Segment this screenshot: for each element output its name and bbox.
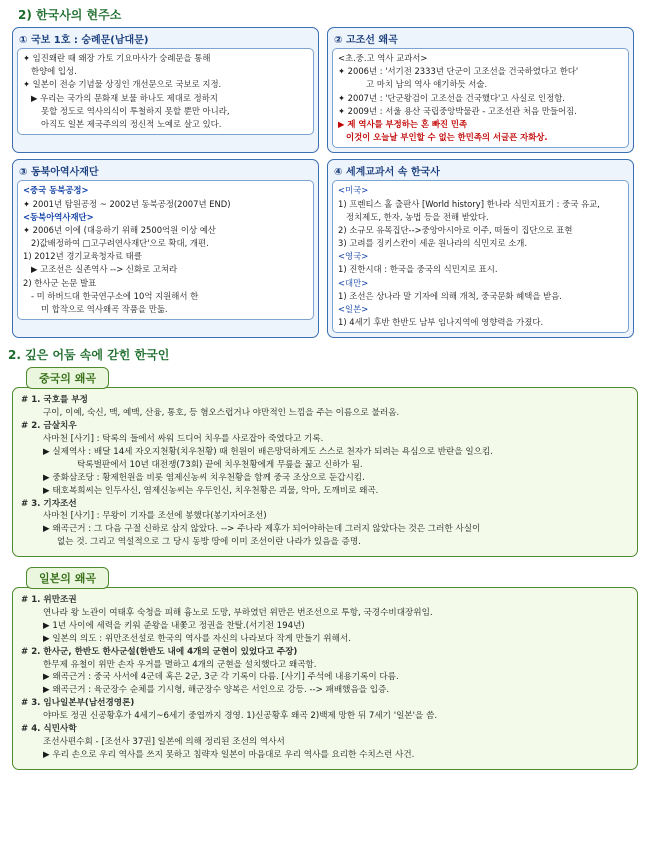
card-line: ✦ 2006년 : '서기전 2333년 단군이 고조선을 건국하였다고 한다' (338, 66, 579, 77)
card-line: 한양에 입성. (31, 66, 77, 77)
card-northeast-asian-history-foundation (12, 159, 319, 338)
card-line: <미국> (338, 185, 369, 196)
block-line: 구이, 이예, 숙신, 맥, 예맥, 산융, 통호, 등 혐오스럽거나 야만적인 느낌을 주는 이름으로 불러옴. (43, 408, 400, 419)
card-title: ① 국보 1호 : 숭례문(남대문) (19, 35, 149, 46)
card-body (332, 48, 629, 148)
card-line: 아직도 일본 제국주의의 정신적 노예로 살고 있다. (41, 118, 222, 129)
block-body (12, 387, 638, 557)
card-line: ▶ 우리는 국가의 문화재 보물 하나도 제대로 정하지 (31, 92, 218, 103)
block-line: # 2. 한사군, 한반도 한사군설(한반도 내에 4개의 군현이 있었다고 주장) (21, 646, 298, 657)
block-china-distortion (12, 367, 638, 557)
card-line: 3) 고려를 징키스칸이 세운 원나라의 식민지로 소개. (338, 238, 528, 249)
card-line: <초.중.고 역사 교과서> (338, 53, 428, 63)
card-line: 1) 2012년 경기교육청자료 태클 (23, 251, 142, 262)
card-line: ✦ 2007년 : '단군왕검이 고조선을 건국했다'고 사실로 인정함. (338, 92, 565, 103)
block-body (12, 587, 638, 770)
card-line: 정치제도, 한자, 농법 등을 전해 받았다. (346, 211, 489, 222)
card-line: 못할 정도로 역사의식이 투철하지 못할 뿐만 아니라, (41, 105, 230, 116)
card-line: <중국 동북공정> (23, 185, 89, 196)
card-body (17, 180, 314, 320)
card-line: ✦ 2006년 이에 (대응하기 위해 2500억원 이상 예산 (23, 224, 216, 235)
card-national-treasure (12, 27, 319, 153)
card-line: - 미 하버드대 한국연구소에 10억 지원해서 한 (31, 290, 199, 301)
block-line: 한무제 유철이 위만 손자 우거를 멸하고 4개의 군현을 설치했다고 왜곡함. (43, 659, 317, 670)
card-title: ③ 동북아역사재단 (19, 167, 99, 179)
card-title: ② 고조선 왜곡 (334, 35, 398, 46)
document-page (0, 6, 650, 841)
block-line: ▶ 왜곡근거 : 중국 사서에 4군데 혹은 2군, 3군 각 기록이 다름. [사기] 주석에 내용기록이 다름. (43, 672, 399, 683)
card-line: <대만> (338, 277, 369, 288)
card-line: ✦ 임진왜란 때 왜장 가토 기요마사가 숭례문을 통해 (23, 53, 211, 63)
card-line: 2) 소규모 유목집단-->중앙아시아로 이주, 떠돌이 집단으로 표현 (338, 224, 573, 235)
card-line: 1) 조선은 상나라 말 기자에 의해 개척, 중국문화 혜택을 받음. (338, 290, 562, 301)
block-line: 연나라 왕 노관이 여태후 숙청을 피해 흉노로 도망, 부하였던 위만은 번조선으로 투항, 국경수비대장위임. (43, 607, 433, 618)
block-line: 조선사편수회 - [조선사 37권] 일본에 의해 정리된 조선의 역사서 (43, 736, 285, 747)
card-line: <일본> (338, 304, 369, 314)
block-line: ▶ 실제역사 : 배달 14세 자오지천황(치우천황) 때 헌원이 배은망덕하게도 스스로 천자가 되려는 욕심으로 반란을 일으킴. (43, 446, 493, 457)
card-body (17, 48, 314, 135)
card-line: ✦ 2009년 : 서울 용산 국립중앙박물관 - 고조선관 처음 만들어짐. (338, 105, 577, 116)
block-line: ▶ 일본의 의도 : 위만조선설로 한국의 역사를 자신의 나라보다 작게 만들기 위해서. (43, 633, 351, 644)
block-label: 일본의 왜곡 (26, 567, 109, 589)
block-japan-distortion (12, 567, 638, 770)
card-line: 1) 4세기 후반 한반도 남부 임나지역에 영향력을 가졌다. (338, 317, 544, 328)
block-line: 탁록벌판에서 10년 대전쟁(73회) 끝에 치우천황에게 무릎을 꿇고 신하가 됨. (77, 459, 363, 470)
card-line: ✦ 2001년 탐원공정 ~ 2002년 동북공정(2007년 END) (23, 198, 231, 209)
card-line: 미 합작으로 역사왜곡 작품을 만듦. (41, 304, 168, 314)
block-line: # 1. 위만조권 (21, 595, 77, 606)
block-line: ▶ 왜곡근거 : 그 다음 구절 신하로 삼지 않았다. --> 주나라 제후가 되어야하는데 그러지 않았다는 것은 그러한 사실이 (43, 524, 481, 535)
card-line: 이것이 오늘날 부인할 수 없는 한민족의 서글픈 자화상. (346, 132, 548, 143)
block-label: 중국의 왜곡 (26, 367, 109, 389)
block-line: ▶ 중화삼조당 : 황제헌원을 비롯 염제신농씨 치우천황을 함께 중국 조상으로 둔갑시킴. (43, 472, 365, 483)
card-line: ▶ 제 역사를 부정하는 혼 빠진 민족 (338, 118, 468, 129)
card-line: 1) 프렌티스 홀 출판사 [World history] 한나라 식민지표기 : 중국 유교, (338, 198, 600, 209)
block-line: # 2. 금살치우 (21, 421, 77, 432)
block-line: 사마천 [사기] : 무왕이 기자를 조선에 봉했다(봉기자어조선) (43, 511, 267, 522)
card-body (332, 180, 629, 333)
card-line: 2) 한사군 논문 발표 (23, 277, 97, 288)
block-line: 야마토 정권 신공황후가 4세기~6세기 중엽까지 경영. 1)신공황후 왜곡 2)백제 망한 뒤 7세기 '일본'을 씀. (43, 711, 438, 722)
block-line: 없는 것. 그리고 역설적으로 그 당시 동방 땅에 이미 조선이란 나라가 있음을 증명. (57, 537, 361, 548)
block-line: ▶ 왜곡근거 : 육군장수 순체를 기시형, 해군장수 양복은 서인으로 강등. --> 패배했음을 입증. (43, 685, 390, 696)
block-line: ▶ 1년 사이에 세력을 키워 준왕을 내쫓고 정권을 찬탈.(서기전 194년) (43, 620, 305, 631)
card-world-textbooks (327, 159, 634, 338)
card-line: <영국> (338, 251, 369, 262)
card-title: ④ 세계교과서 속 한국사 (334, 167, 440, 179)
card-line: <동북아역사재단> (23, 211, 94, 222)
card-line: ✦ 일본이 전승 기념물 상징인 개선문으로 국보로 지정. (23, 79, 222, 90)
block-line: # 3. 임나일본부(남선경영론) (21, 698, 135, 709)
block-line: ▶ 태호복희씨는 인두사신, 염제신농씨는 우두인신, 치우천황은 괴물, 악마, 도깨비로 왜곡. (43, 485, 379, 496)
block-line: # 1. 국호를 부정 (21, 395, 88, 406)
card-line: ▶ 고조선은 실존역사 --> 신화로 고쳐라 (31, 264, 178, 275)
block-line: # 3. 기자조선 (21, 498, 77, 509)
block-line: ▶ 우리 손으로 우리 역사를 쓰지 못하고 침략자 일본이 마음대로 우리 역사를 요리한 수치스런 사건. (43, 749, 415, 760)
card-line: 2)값배정하여 □고구려연사재단'으로 확대, 개편. (31, 238, 209, 249)
card-line: 고 마치 남의 역사 얘기하듯 서술. (366, 79, 488, 90)
section1-heading: 2) 한국사의 현주소 (18, 8, 122, 22)
card-gojoseon-distortion (327, 27, 634, 153)
block-line: # 4. 식민사학 (21, 723, 77, 734)
block-line: 사마천 [사기] : 탁록의 들에서 싸워 드디어 치우를 사로잡아 죽였다고 기록. (43, 434, 324, 445)
section2-heading: 2. 깊은 어둠 속에 갇힌 한국인 (8, 348, 170, 363)
top-card-grid (12, 27, 638, 338)
card-line: 1) 진한시대 : 한국을 중국의 식민지로 표시. (338, 264, 498, 275)
